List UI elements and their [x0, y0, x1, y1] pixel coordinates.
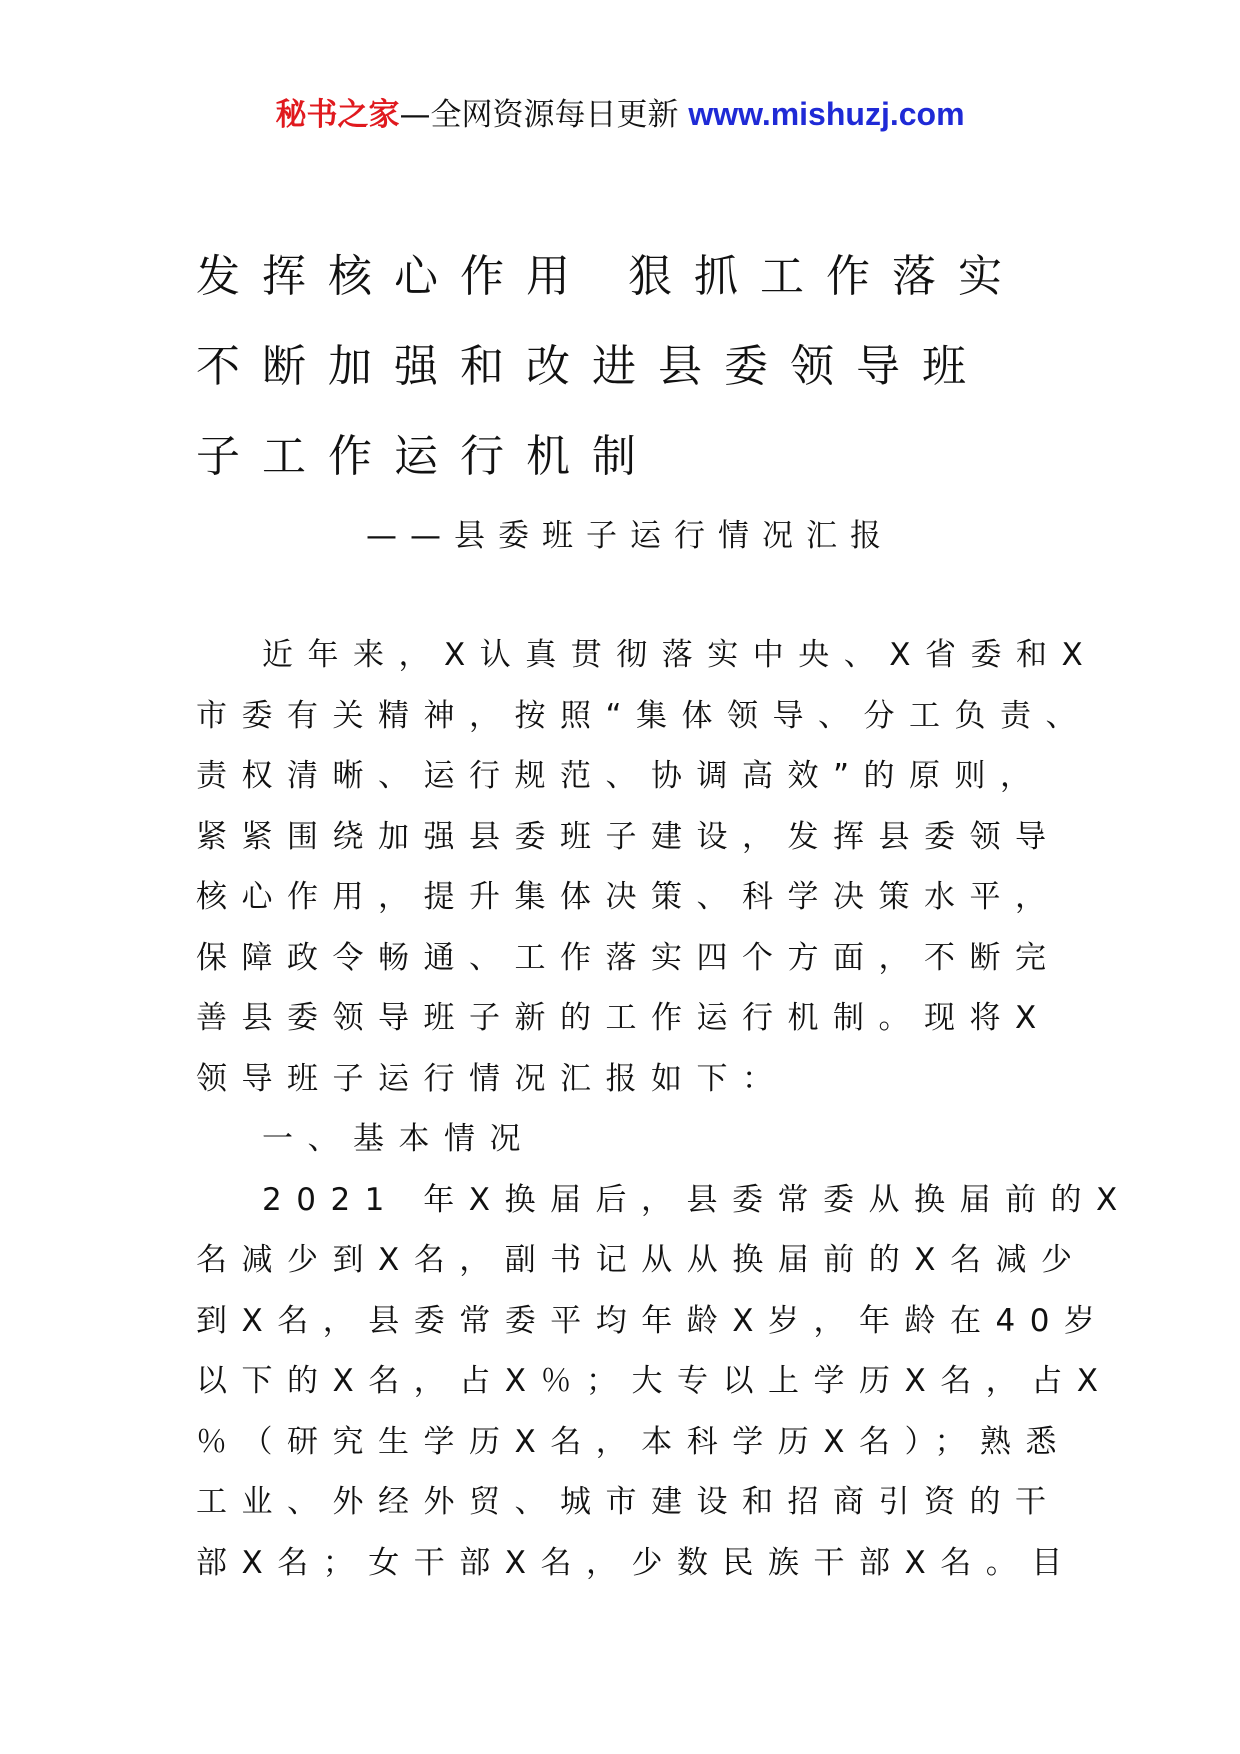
paragraph-line: ％（研究生学历X名，本科学历X名）；熟悉 — [196, 1423, 1071, 1460]
site-brand: 秘书之家 — [275, 97, 400, 133]
paragraph-line: 近年来，X认真贯彻落实中央、X省委和X — [262, 637, 1098, 673]
document-body — [196, 625, 1132, 1593]
site-slogan: —全网资源每日更新 — [399, 97, 679, 133]
title-line: 发挥核心作用 狠抓工作落实 — [196, 251, 1024, 302]
paragraph-line: 到X名，县委常委平均年龄X岁，年龄在40岁 — [196, 1302, 1110, 1339]
paragraph-line: 核心作用，提升集体决策、科学决策水平， — [196, 879, 1061, 915]
document-title — [196, 232, 1076, 502]
paragraph-line: 部X名；女干部X名，少数民族干部X名。目 — [196, 1544, 1077, 1581]
paragraph-line: 名减少到X名，副书记从从换届前的X名减少 — [196, 1242, 1087, 1278]
paragraph-line: 以下的X名，占X％；大专以上学历X名，占X — [196, 1363, 1113, 1399]
paragraph-line: 工业、外经外贸、城市建设和招商引资的干 — [196, 1484, 1061, 1520]
paragraph-line: 领导班子运行情况汇报如下： — [196, 1060, 788, 1097]
site-header — [0, 98, 1240, 131]
paragraph-line: 2021 年X换届后，县委常委从换届前的X — [262, 1181, 1132, 1218]
paragraph-line: 保障政令畅通、工作落实四个方面，不断完 — [196, 939, 1061, 976]
section-heading: 一、基本情况 — [262, 1121, 535, 1157]
paragraph-line: 善县委领导班子新的工作运行机制。现将X — [196, 1000, 1051, 1036]
paragraph-line: 责权清晰、运行规范、协调高效”的原则， — [196, 758, 1046, 794]
paragraph-line: 市委有关精神，按照“集体领导、分工负责、 — [196, 697, 1092, 734]
title-line: 不断加强和改进县委领导班 — [196, 341, 988, 392]
title-line: 子工作运行机制 — [196, 431, 658, 482]
paragraph-line: 紧紧围绕加强县委班子建设，发挥县委领导 — [196, 818, 1061, 855]
document-subtitle: ——县委班子运行情况汇报 — [366, 518, 894, 554]
site-url-link[interactable]: www.mishuzj.com — [688, 96, 965, 132]
